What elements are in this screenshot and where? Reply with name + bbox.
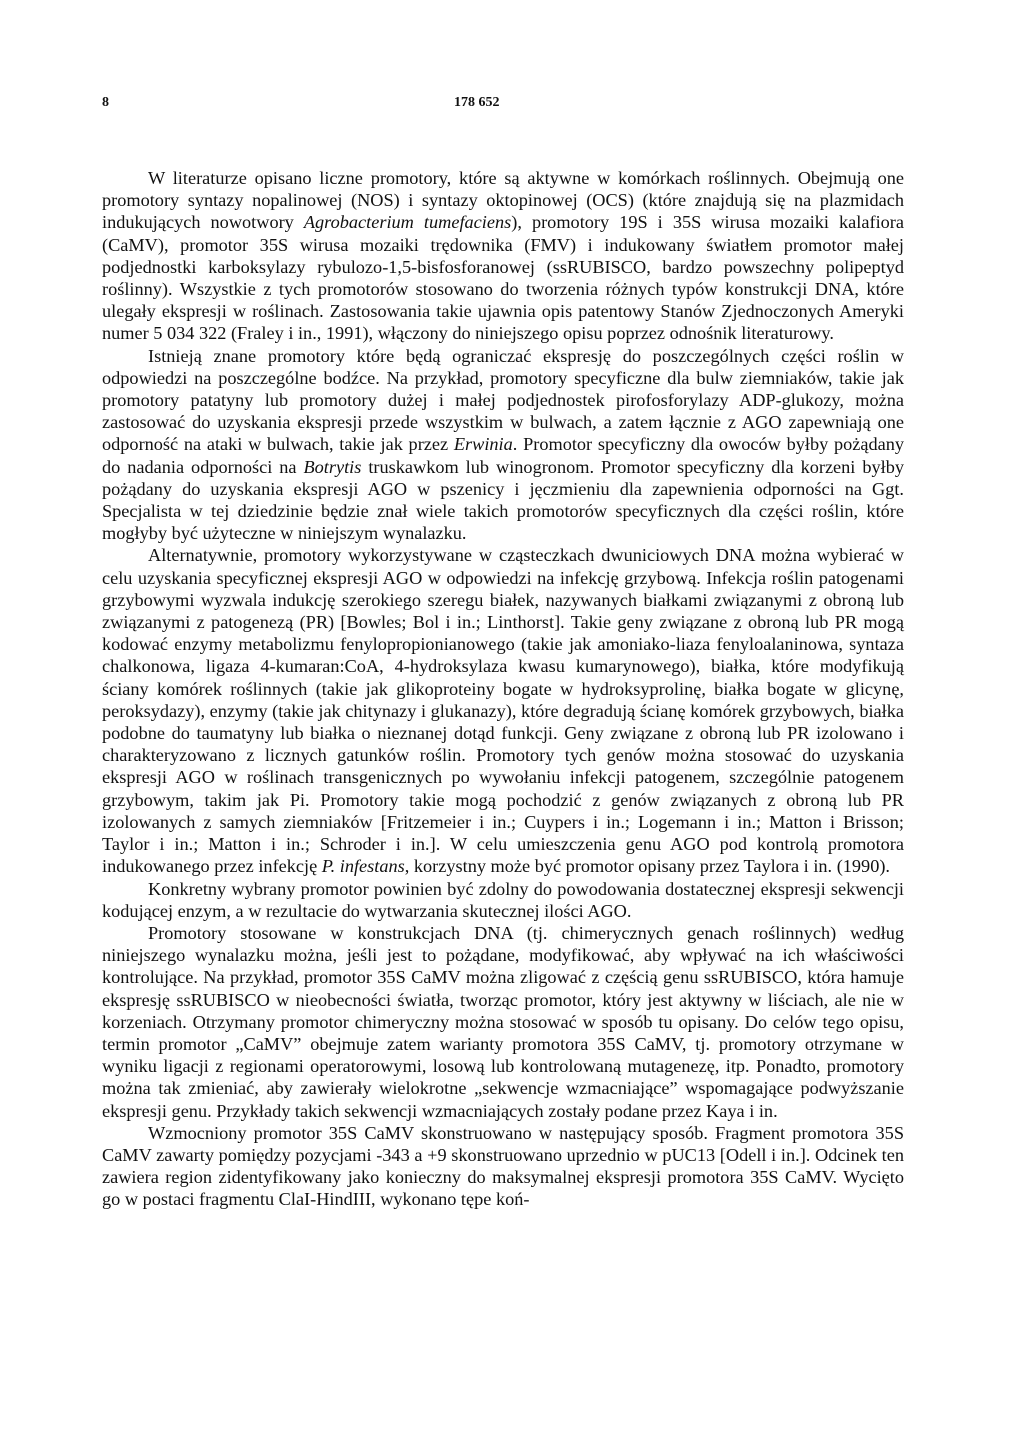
paragraph-modified-promoters	[102, 922, 904, 1122]
body-text	[102, 167, 904, 1211]
paragraph-enhanced-promoter	[102, 1122, 904, 1211]
text-run: Alternatywnie, promotory wykorzystywane w cząsteczkach dwuniciowych DNA można wybierać w celu uzyskania specyficznej ekspresji AGO w odpowiedzi na infekcję grzybową. Infekcja roślin patogenami grzybowymi wyzwala indukcję szerokiego szeregu białek, nazywanych białkami związanymi z obroną lub związanymi z patogenezą (PR) [Bowles; Bol i in.; Linthorst]. Takie geny związane z obroną lub PR mogą kodować enzymy metabolizmu fenylopropionianowego (takie jak amoniako-liaza fenyloalaninowa, syntaza chalkonowa, ligaza 4-kumaran:CoA, 4-hydroksylaza kwasu kumarynowego), białka, które modyfikują ściany komórek roślinnych (takie jak glikoproteiny bogate w hydroksyprolinę, białka bogate w glicynę, peroksydazy), enzymy (takie jak chitynazy i glukanazy), które degradują ścianę komórek grzybowych, białka podobne do taumatyny lub białka o nieznanej dotąd funkcji. Geny związane z obroną lub PR izolowano i charakteryzowano z licznych gatunków roślin. Promotory tych genów można stosować do uzyskania ekspresji AGO w roślinach transgenicznych po wywołaniu infekcji patogenem, szczególnie patogenem grzybowym, takim jak Pi. Promotory takie mogą pochodzić z genów związanych z obroną lub PR izolowanych z samych ziemniaków [Fritzemeier i in.; Cuypers i in.; Logemann i in.; Matton i Brisson; Taylor i in.; Matton i in.; Schroder i in.]. W celu umieszczenia genu AGO pod kontrolą promotora indukowanego przez infekcję	[102, 545, 904, 877]
text-run: ), promotory 19S i 35S wirusa mozaiki kalafiora (CaMV), promotor 35S wirusa mozaiki trędownika (FMV) i indukowany światłem promotor małej podjednostki karboksylazy rybulozo-1,5-bisfosforanowej (ssRUBISCO, bardzo powszechny polipeptyd roślinny). Wszystkie z tych promotorów stosowano do tworzenia różnych typów konstrukcji DNA, które ulegały ekspresji w roślinach. Zastosowania takie ujawnia opis patentowy Stanów Zjednoczonych Ameryki numer 5 034 322 (Fraley i in., 1991), włączony do niniejszego opisu poprzez odnośnik literaturowy.	[102, 212, 904, 344]
text-run: Istnieją znane promotory które będą ograniczać ekspresję do poszczególnych części roślin w odpowiedzi na poszczególne bodźce. Na przykład, promotory specyficzne dla bulw ziemniaków, takie jak promotory patatyny lub promotory dużej i małej podjednostek pirofosforylazy ADP-glukozy, można zastosować do uzyskania ekspresji przede wszystkim w bulwach, a zatem łącznie z AGO zapewniają one odporność na ataki w bulwach, takie jak przez	[102, 345, 904, 455]
page-number: 8	[102, 95, 109, 110]
species-name: P. infestans	[321, 856, 405, 877]
paragraph-selected-promoter	[102, 878, 904, 922]
page-header	[102, 95, 904, 119]
text-run: , korzystny może być promotor opisany przez Taylora i in. (1990).	[404, 856, 890, 877]
text-run: truskawkom lub winogronom. Promotor specyficzny dla korzeni byłby pożądany do uzyskania ekspresji AGO w pszenicy i jęczmieniu dla zapewnienia odporności na Ggt. Specjalista w tej dziedzinie będzie znał wiele takich promotorów specyficznych dla części roślin, które mogłyby być użyteczne w niniejszym wynalazku.	[102, 456, 904, 544]
text-run: Konkretny wybrany promotor powinien być zdolny do powodowania dostatecznej ekspresji sekwencji kodującej enzym, a w rezultacie do wytwarzania skutecznej ilości AGO.	[102, 878, 904, 921]
text-run: W literaturze opisano liczne promotory, które są aktywne w komórkach roślinnych. Obejmują one promotory syntazy nopalinowej (NOS) i syntazy oktopinowej (OCS) (które znajdują się na plazmidach indukujących nowotwory	[102, 168, 904, 233]
paragraph-tissue-specific-promoters	[102, 345, 904, 545]
species-name: Agrobacterium tumefaciens	[303, 212, 512, 233]
text-run: Promotory stosowane w konstrukcjach DNA (tj. chimerycznych genach roślinnych) według niniejszego wynalazku można, jeśli jest to pożądane, modyfikować, aby wpływać na ich właściwości kontrolujące. Na przykład, promotor 35S CaMV można zligować z częścią genu ssRUBISCO, która hamuje ekspresję ssRUBISCO w nieobecności światła, tworząc promotor, który jest aktywny w liściach, ale nie w korzeniach. Otrzymany promotor chimeryczny można stosować w sposób tu opisany. Do celów tego opisu, termin promotor „CaMV” obejmuje zatem warianty promotora 35S CaMV, tj. promotory otrzymane w wyniku ligacji z regionami operatorowymi, losową lub kontrolowaną mutagenezę, itp. Ponadto, promotory można tak zmieniać, aby zawierały wielokrotne „sekwencje wzmacniające” wspomagające podwyższanie ekspresji genu. Przykłady takich sekwencji wzmacniających zostały podane przez Kaya i in.	[102, 922, 904, 1121]
patent-number: 178 652	[454, 95, 500, 110]
text-run: Wzmocniony promotor 35S CaMV skonstruowano w następujący sposób. Fragment promotora 35S CaMV zawarty pomiędzy pozycjami -343 a +9 skonstruowano uprzednio w pUC13 [Odell i in.]. Odcinek ten zawiera region zidentyfikowany jako konieczny do maksymalnej ekspresji promotora 35S CaMV. Wycięto go w postaci fragmentu ClaI-HindIII, wykonano tępe koń-	[102, 1122, 904, 1210]
text-run: . Promotor specyficzny dla owoców byłby pożądany do nadania odporności na	[102, 434, 905, 477]
paragraph-infection-induced-promoters	[102, 544, 904, 877]
paragraph-known-promoters	[102, 167, 904, 345]
species-name: Botrytis	[303, 456, 362, 477]
species-name: Erwinia	[453, 434, 513, 455]
